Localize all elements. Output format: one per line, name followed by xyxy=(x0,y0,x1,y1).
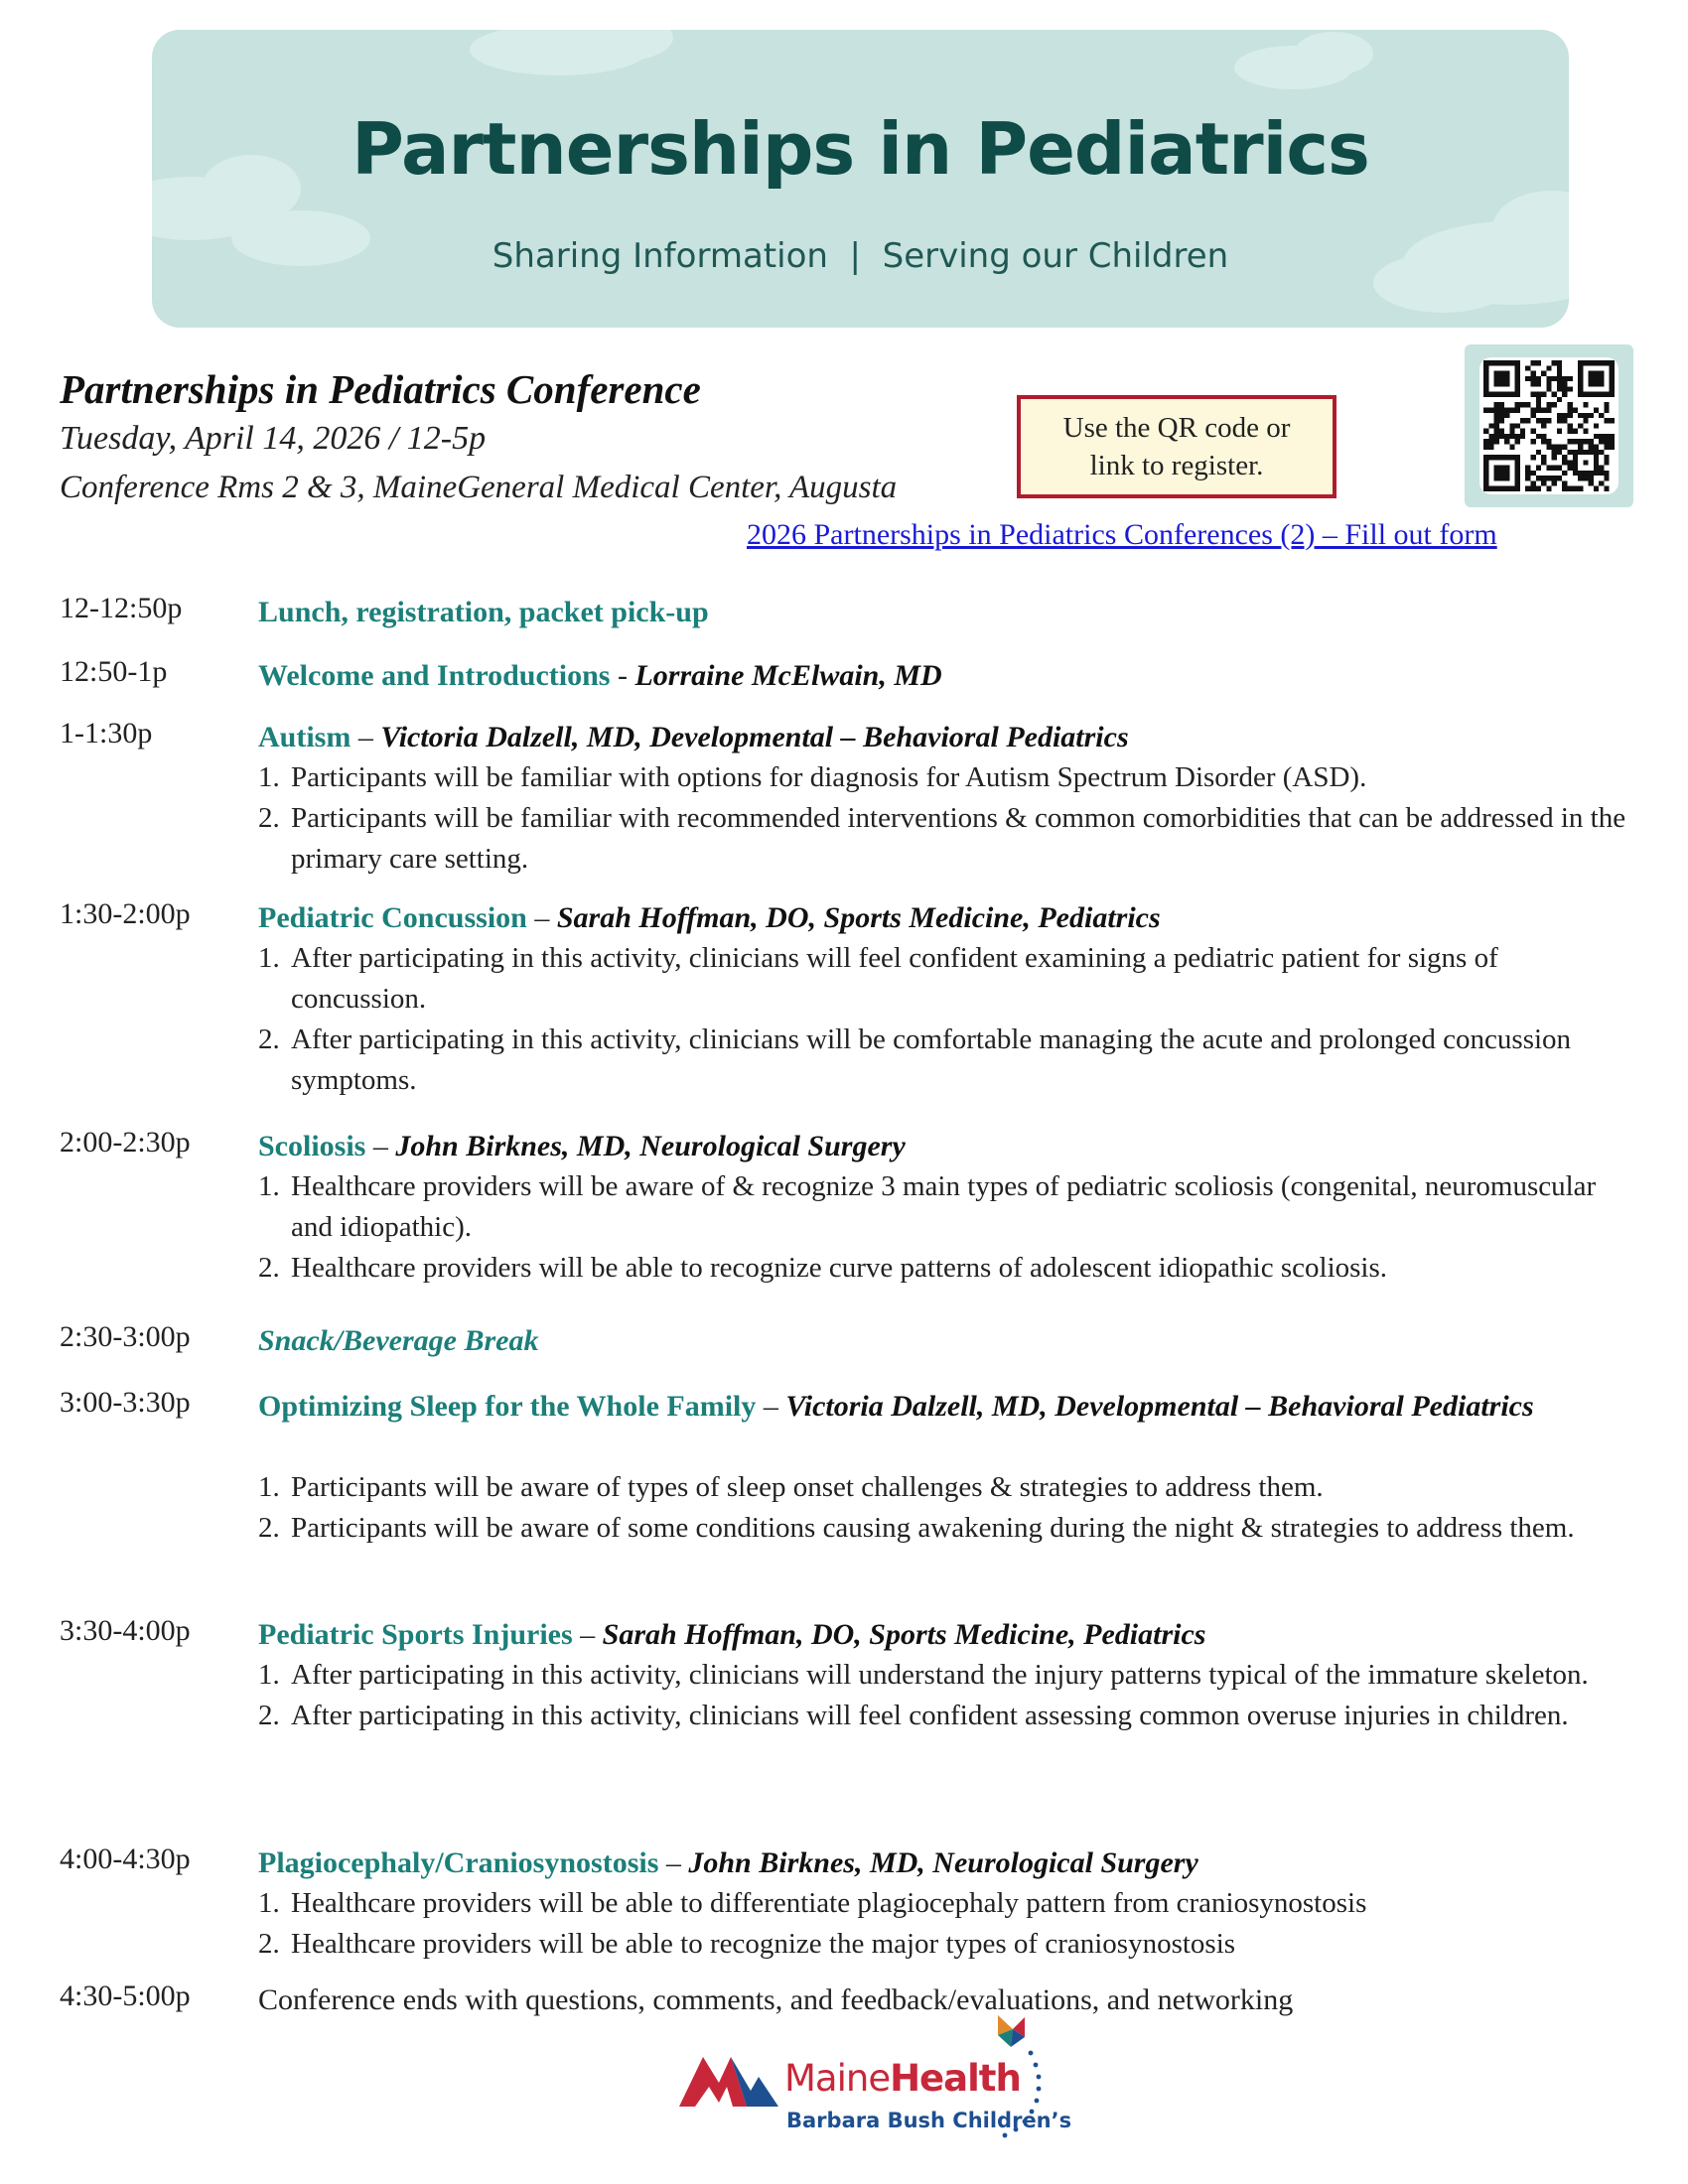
objective-text: Participants will be aware of types of sleep onset challenges & strategies to address them. xyxy=(291,1471,1324,1503)
objective-text: Healthcare providers will be able to recognize curve patterns of adolescent idiopathic scoliosis. xyxy=(291,1252,1388,1284)
agenda-time: 12:50-1p xyxy=(60,655,168,688)
objective-item: 2. Participants will be aware of some conditions causing awakening during the night & strategies to address them. xyxy=(258,1512,1575,1544)
agenda-heading xyxy=(258,1614,1638,1655)
agenda-separator: – xyxy=(526,901,557,934)
objective-text: Participants will be aware of some conditions causing awakening during the night & strategies to address them. xyxy=(291,1512,1575,1544)
registration-note-line2: link to register. xyxy=(1089,450,1264,481)
agenda-time: 2:00-2:30p xyxy=(60,1126,191,1159)
objective-item: 2. Participants will be familiar with recommended interventions & common comorbidities that can be addressed in the primary care setting. xyxy=(258,802,1626,875)
agenda-topic: Welcome and Introductions xyxy=(258,659,611,692)
agenda-time: 3:30-4:00p xyxy=(60,1614,191,1647)
objective-item: 1. After participating in this activity, clinicians will understand the injury patterns typical of the immature skeleton. xyxy=(258,1659,1589,1691)
objective-text: After participating in this activity, clinicians will feel confident examining a pediatric patient for signs of concussion. xyxy=(291,942,1498,1015)
agenda-time: 12-12:50p xyxy=(60,592,183,624)
agenda-time: 1:30-2:00p xyxy=(60,897,191,930)
agenda-closing-text: Conference ends with questions, comments, and feedback/evaluations, and networking xyxy=(258,1983,1294,2016)
objective-item: 1. Healthcare providers will be aware of & recognize 3 main types of pediatric scoliosis (congenital, neuromuscular and idiopathic). xyxy=(258,1170,1597,1243)
agenda-heading xyxy=(258,655,1638,696)
objective-item: 1. Participants will be familiar with options for diagnosis for Autism Spectrum Disorder (ASD). xyxy=(258,761,1367,793)
logo-name xyxy=(784,2057,1021,2100)
objective-item: 1. Healthcare providers will be able to differentiate plagiocephaly pattern from craniosynostosis xyxy=(258,1887,1367,1919)
objective-text: After participating in this activity, clinicians will feel confident assessing common overuse injuries in children. xyxy=(291,1700,1569,1731)
agenda-separator: – xyxy=(756,1390,786,1423)
banner-subtitle: Sharing Information | Serving our Children xyxy=(492,236,1229,276)
agenda-time: 1-1:30p xyxy=(60,717,153,750)
objective-text: Participants will be familiar with recommended interventions & common comorbidities that can be addressed in the primary care setting. xyxy=(291,802,1626,875)
objective-item: 2. Healthcare providers will be able to recognize the major types of craniosynostosis xyxy=(258,1928,1236,1960)
agenda-heading xyxy=(258,1126,1638,1166)
objective-list xyxy=(258,1883,1638,1965)
objective-list xyxy=(258,1655,1638,1736)
logo-subtitle: Barbara Bush Children’s xyxy=(786,2109,1072,2132)
agenda-time: 4:30-5:00p xyxy=(60,1979,191,2012)
agenda-separator: - xyxy=(610,659,635,692)
registration-note-line1: Use the QR code or xyxy=(1062,412,1291,444)
agenda-separator: – xyxy=(658,1846,689,1879)
agenda-speaker: Sarah Hoffman, DO, Sports Medicine, Pediatrics xyxy=(602,1618,1206,1651)
agenda-topic: Lunch, registration, packet pick-up xyxy=(258,596,709,628)
banner-title: Partnerships in Pediatrics xyxy=(352,107,1369,191)
objective-text: Healthcare providers will be able to differentiate plagiocephaly pattern from craniosynostosis xyxy=(291,1887,1367,1919)
registration-link[interactable]: 2026 Partnerships in Pediatrics Conferences (2) – Fill out form xyxy=(747,518,1497,551)
agenda-heading xyxy=(258,1386,1638,1427)
conference-date: Tuesday, April 14, 2026 / 12-5p xyxy=(60,420,487,457)
objective-item: 1. Participants will be aware of types of sleep onset challenges & strategies to address them. xyxy=(258,1471,1324,1503)
objective-item: 1. After participating in this activity, clinicians will feel confident examining a pediatric patient for signs of concussion. xyxy=(258,942,1498,1015)
objective-item: 2. After participating in this activity, clinicians will be comfortable managing the acute and prolonged concussion symptoms. xyxy=(258,1024,1572,1096)
agenda-separator: – xyxy=(351,721,381,753)
conference-location: Conference Rms 2 & 3, MaineGeneral Medical Center, Augusta xyxy=(60,470,898,505)
objective-list xyxy=(258,938,1638,1101)
agenda-heading xyxy=(258,717,1638,757)
agenda-speaker: John Birknes, MD, Neurological Surgery xyxy=(395,1130,906,1162)
agenda-time: 4:00-4:30p xyxy=(60,1843,191,1875)
agenda-topic: Scoliosis xyxy=(258,1130,366,1162)
objective-text: After participating in this activity, clinicians will be comfortable managing the acute and prolonged concussion symptoms. xyxy=(291,1024,1572,1096)
objective-item: 2. Healthcare providers will be able to recognize curve patterns of adolescent idiopathic scoliosis. xyxy=(258,1252,1388,1284)
agenda-topic: Pediatric Sports Injuries xyxy=(258,1618,573,1651)
agenda-separator: – xyxy=(572,1618,603,1651)
objective-list xyxy=(258,1467,1638,1549)
conference-title: Partnerships in Pediatrics Conference xyxy=(60,366,701,412)
agenda-separator: – xyxy=(365,1130,396,1162)
agenda-topic: Snack/Beverage Break xyxy=(258,1324,539,1357)
objective-text: Participants will be familiar with options for diagnosis for Autism Spectrum Disorder (ASD). xyxy=(291,761,1367,793)
agenda-speaker: Lorraine McElwain, MD xyxy=(634,659,942,692)
agenda-heading xyxy=(258,592,1638,632)
agenda-topic: Plagiocephaly/Craniosynostosis xyxy=(258,1846,659,1879)
agenda-heading xyxy=(258,897,1638,938)
agenda-speaker: John Birknes, MD, Neurological Surgery xyxy=(688,1846,1198,1879)
agenda-speaker: Sarah Hoffman, DO, Sports Medicine, Pediatrics xyxy=(556,901,1161,934)
agenda-topic: Pediatric Concussion xyxy=(258,901,527,934)
agenda-time: 3:00-3:30p xyxy=(60,1386,191,1419)
agenda-heading xyxy=(258,1843,1638,1883)
agenda-topic: Autism xyxy=(258,721,352,753)
logo-name-maine: Maine xyxy=(784,2057,891,2100)
agenda-speaker: Victoria Dalzell, MD, Developmental – Behavioral Pediatrics xyxy=(380,721,1129,753)
objective-text: Healthcare providers will be able to recognize the major types of craniosynostosis xyxy=(291,1928,1236,1960)
objective-list xyxy=(258,757,1638,880)
agenda-heading xyxy=(258,1320,1638,1361)
objective-text: Healthcare providers will be aware of & recognize 3 main types of pediatric scoliosis (congenital, neuromuscular and idiopathic). xyxy=(291,1170,1597,1243)
objective-text: After participating in this activity, clinicians will understand the injury patterns typical of the immature skeleton. xyxy=(291,1659,1589,1691)
objective-item: 2. After participating in this activity, clinicians will feel confident assessing common overuse injuries in children. xyxy=(258,1700,1569,1731)
mainehealth-logo xyxy=(675,2013,1072,2142)
logo-name-health: Health xyxy=(890,2057,1021,2100)
agenda-speaker: Victoria Dalzell, MD, Developmental – Behavioral Pediatrics xyxy=(785,1390,1534,1423)
agenda-time: 2:30-3:00p xyxy=(60,1320,191,1353)
objective-list xyxy=(258,1166,1638,1289)
agenda-topic: Optimizing Sleep for the Whole Family xyxy=(258,1390,757,1423)
